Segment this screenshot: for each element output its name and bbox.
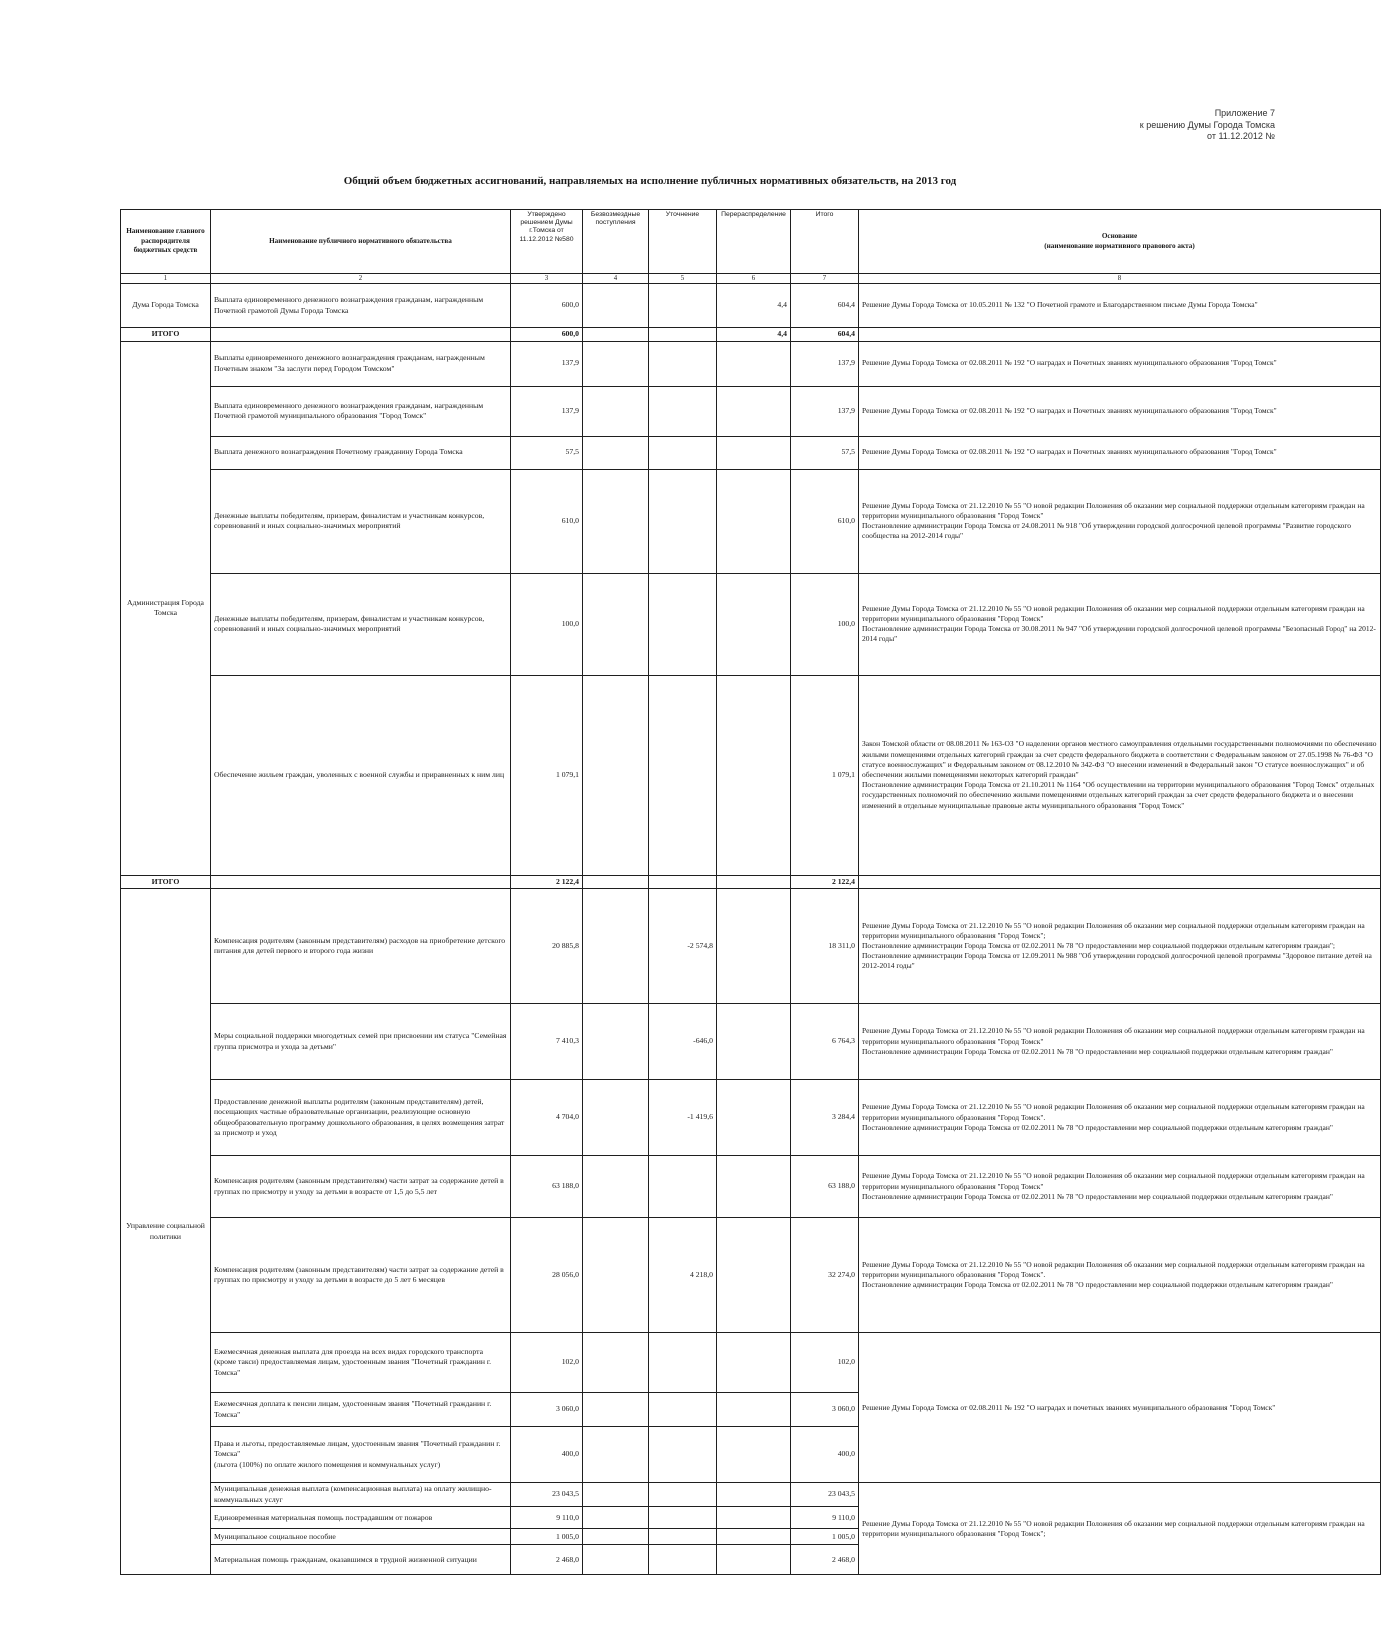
- appendix-line-3: от 11.12.2012 №: [1207, 131, 1275, 141]
- adjustment-cell: [649, 1156, 717, 1218]
- document-title: Общий объем бюджетных ассигнований, направляемых на исполнение публичных нормативных обязательств, на 2013 год: [343, 175, 957, 187]
- header-redistribution: Перераспределение: [717, 210, 791, 274]
- total-cell: 1 005,0: [791, 1529, 859, 1545]
- redistribution-cell: 4,4: [717, 328, 791, 342]
- obligation-cell: Предоставление денежной выплаты родителям (законным представителям) детей, посещающих частные образовательные организации, реализующие основную общеобразовательную программу дошкольного образования, в целях возмещения затрат за присмотр и уход: [211, 1080, 511, 1156]
- adjustment-cell: [649, 1507, 717, 1529]
- table-row: [121, 573, 1381, 675]
- redistribution-cell: [717, 469, 791, 573]
- subtotal-row: [121, 875, 1381, 889]
- basis-cell: Решение Думы Города Томска от 21.12.2010 № 55 "О новой редакции Положения об оказании мер социальной поддержки отдельным категориям граждан на территории муниципального образования "Город Томск". Постановление администрации Города Томска от 02.02.2011 № 78 "О предоставлении мер социальной поддержки отдельным категориям граждан": [859, 1218, 1381, 1333]
- header-total: Итого: [791, 210, 859, 274]
- adjustment-cell: [649, 328, 717, 342]
- redistribution-cell: [717, 1545, 791, 1575]
- approved-cell: 20 885,8: [511, 889, 583, 1004]
- basis-cell: Решение Думы Города Томска от 21.12.2010 № 55 "О новой редакции Положения об оказании мер социальной поддержки отдельным категориям граждан на территории муниципального образования "Город Томск". Постановление администрации Города Томска от 02.02.2011 № 78 "О предоставлении мер социальной поддержки отдельным категориям граждан": [859, 1080, 1381, 1156]
- header-obligation: Наименование публичного нормативного обязательства: [211, 210, 511, 274]
- column-number-row: [121, 274, 1381, 284]
- appendix-line-2: к решению Думы Города Томска: [1139, 119, 1275, 130]
- grants-cell: [583, 1004, 649, 1080]
- basis-cell: [859, 875, 1381, 889]
- total-cell: 2 122,4: [791, 875, 859, 889]
- redistribution-cell: [717, 1393, 791, 1427]
- approved-cell: 28 056,0: [511, 1218, 583, 1333]
- redistribution-cell: [717, 1427, 791, 1483]
- appendix-stamp: [1100, 108, 1275, 143]
- redistribution-cell: [717, 1218, 791, 1333]
- basis-cell: Решение Думы Города Томска от 02.08.2011 № 192 "О наградах и почетных званиях муниципального образования "Город Томск": [859, 1333, 1381, 1483]
- total-cell: 100,0: [791, 573, 859, 675]
- header-adjustment: Уточнение: [649, 210, 717, 274]
- grants-cell: [583, 386, 649, 436]
- approved-cell: 57,5: [511, 436, 583, 469]
- redistribution-cell: [717, 1080, 791, 1156]
- column-number: 8: [859, 274, 1381, 284]
- adjustment-cell: [649, 1483, 717, 1507]
- grants-cell: [583, 1393, 649, 1427]
- adjustment-cell: [649, 1427, 717, 1483]
- obligation-cell: Материальная помощь гражданам, оказавшимся в трудной жизненной ситуации: [211, 1545, 511, 1575]
- subtotal-label: ИТОГО: [121, 875, 211, 889]
- obligation-cell: Муниципальное социальное пособие: [211, 1529, 511, 1545]
- header-approved: Утверждено решением Думы г.Томска от 11.12.2012 №580: [511, 210, 583, 274]
- approved-cell: 400,0: [511, 1427, 583, 1483]
- adjustment-cell: [649, 469, 717, 573]
- basis-cell: Решение Думы Города Томска от 21.12.2010 № 55 "О новой редакции Положения об оказании мер социальной поддержки отдельным категориям граждан на территории муниципального образования "Город Томск"; Постановление администрации Города Томска от 02.02.2011 № 78 "О предоставлении мер социальной поддержки отдельным категориям граждан"; Постановление администрации Города Томска от 12.09.2011 № 988 "Об утверждении городской долгосрочной целевой программы "Здоровое питание детей на 2012-2014 годы": [859, 889, 1381, 1004]
- approved-cell: 600,0: [511, 328, 583, 342]
- basis-cell: Решение Думы Города Томска от 21.12.2010 № 55 "О новой редакции Положения об оказании мер социальной поддержки отдельным категориям граждан на территории муниципального образования "Город Томск" Постановление администрации Города Томска от 30.08.2011 № 947 "Об утверждении городской долгосрочной целевой программы "Безопасный Город" на 2012-2014 годы": [859, 573, 1381, 675]
- grants-cell: [583, 328, 649, 342]
- total-cell: 610,0: [791, 469, 859, 573]
- adjustment-cell: 4 218,0: [649, 1218, 717, 1333]
- grants-cell: [583, 341, 649, 386]
- basis-cell: Решение Думы Города Томска от 02.08.2011 № 192 "О наградах и Почетных званиях муниципального образования "Город Томск": [859, 341, 1381, 386]
- total-cell: 137,9: [791, 386, 859, 436]
- total-cell: 18 311,0: [791, 889, 859, 1004]
- basis-cell: Решение Думы Города Томска от 21.12.2010 № 55 "О новой редакции Положения об оказании мер социальной поддержки отдельным категориям граждан на территории муниципального образования "Город Томск" Постановление администрации Города Томска от 24.08.2011 № 918 "Об утверждении городской долгосрочной целевой программы "Развитие городского сообщества на 2012-2014 годы": [859, 469, 1381, 573]
- obligation-cell: Выплата денежного вознаграждения Почетному гражданину Города Томска: [211, 436, 511, 469]
- redistribution-cell: [717, 1507, 791, 1529]
- approved-cell: 7 410,3: [511, 1004, 583, 1080]
- grants-cell: [583, 1218, 649, 1333]
- total-cell: 3 284,4: [791, 1080, 859, 1156]
- adjustment-cell: [649, 436, 717, 469]
- redistribution-cell: [717, 1156, 791, 1218]
- grants-cell: [583, 1545, 649, 1575]
- subtotal-row: [121, 328, 1381, 342]
- approved-cell: 2 122,4: [511, 875, 583, 889]
- obligation-cell: Выплата единовременного денежного вознаграждения гражданам, награжденным Почетной грамотой Думы Города Томска: [211, 284, 511, 328]
- table-row: [121, 341, 1381, 386]
- approved-cell: 63 188,0: [511, 1156, 583, 1218]
- obligation-cell: Муниципальная денежная выплата (компенсационная выплата) на оплату жилищно-коммунальных услуг: [211, 1483, 511, 1507]
- total-cell: 23 043,5: [791, 1483, 859, 1507]
- approved-cell: 3 060,0: [511, 1393, 583, 1427]
- redistribution-cell: [717, 436, 791, 469]
- approved-cell: 100,0: [511, 573, 583, 675]
- table-row: [121, 1004, 1381, 1080]
- approved-cell: 23 043,5: [511, 1483, 583, 1507]
- approved-cell: 1 005,0: [511, 1529, 583, 1545]
- approved-cell: 102,0: [511, 1333, 583, 1393]
- table-row: [121, 1080, 1381, 1156]
- redistribution-cell: 4,4: [717, 284, 791, 328]
- total-cell: 32 274,0: [791, 1218, 859, 1333]
- adjustment-cell: [649, 341, 717, 386]
- distributor-cell: Администрация Города Томска: [121, 341, 211, 875]
- header-row: [121, 210, 1381, 274]
- obligation-cell: Меры социальной поддержки многодетных семей при присвоении им статуса "Семейная группа присмотра и ухода за детьми": [211, 1004, 511, 1080]
- basis-cell: Решение Думы Города Томска от 21.12.2010 № 55 "О новой редакции Положения об оказании мер социальной поддержки отдельным категориям граждан на территории муниципального образования "Город Томск" Постановление администрации Города Томска от 02.02.2011 № 78 "О предоставлении мер социальной поддержки отдельным категориям граждан": [859, 1004, 1381, 1080]
- table-row: [121, 889, 1381, 1004]
- adjustment-cell: [649, 1393, 717, 1427]
- grants-cell: [583, 1333, 649, 1393]
- redistribution-cell: [717, 1529, 791, 1545]
- total-cell: 2 468,0: [791, 1545, 859, 1575]
- total-cell: 63 188,0: [791, 1156, 859, 1218]
- adjustment-cell: [649, 875, 717, 889]
- approved-cell: 600,0: [511, 284, 583, 328]
- column-number: 5: [649, 274, 717, 284]
- table-row: [121, 675, 1381, 875]
- basis-cell: Решение Думы Города Томска от 21.12.2010 № 55 "О новой редакции Положения об оказании мер социальной поддержки отдельным категориям граждан на территории муниципального образования "Город Томск";: [859, 1483, 1381, 1575]
- approved-cell: 4 704,0: [511, 1080, 583, 1156]
- distributor-cell: Дума Города Томска: [121, 284, 211, 328]
- table-row: [121, 1156, 1381, 1218]
- obligation-cell: Компенсация родителям (законным представителям) части затрат за содержание детей в группах по присмотру и уходу за детьми в возрасте до 5 лет 6 месяцев: [211, 1218, 511, 1333]
- adjustment-cell: [649, 284, 717, 328]
- adjustment-cell: [649, 675, 717, 875]
- redistribution-cell: [717, 341, 791, 386]
- column-number: 2: [211, 274, 511, 284]
- appendix-line-1: Приложение 7: [1214, 108, 1275, 118]
- adjustment-cell: -646,0: [649, 1004, 717, 1080]
- approved-cell: 137,9: [511, 341, 583, 386]
- basis-cell: Решение Думы Города Томска от 21.12.2010 № 55 "О новой редакции Положения об оказании мер социальной поддержки отдельным категориям граждан на территории муниципального образования "Город Томск" Постановление администрации Города Томска от 02.02.2011 № 78 "О предоставлении мер социальной поддержки отдельным категориям граждан": [859, 1156, 1381, 1218]
- header-basis: [859, 210, 1381, 274]
- total-cell: 3 060,0: [791, 1393, 859, 1427]
- redistribution-cell: [717, 386, 791, 436]
- obligation-cell: [211, 875, 511, 889]
- budget-table: [120, 209, 1381, 1575]
- table-row: [121, 1218, 1381, 1333]
- grants-cell: [583, 1427, 649, 1483]
- subtotal-label: ИТОГО: [121, 328, 211, 342]
- table-row: [121, 1333, 1381, 1393]
- column-number: 1: [121, 274, 211, 284]
- header-distributor: Наименование главного распорядителя бюджетных средств: [121, 210, 211, 274]
- obligation-cell: Компенсация родителям (законным представителям) расходов на приобретение детского питания для детей первого и второго года жизни: [211, 889, 511, 1004]
- approved-cell: 9 110,0: [511, 1507, 583, 1529]
- table-row: [121, 469, 1381, 573]
- adjustment-cell: -2 574,8: [649, 889, 717, 1004]
- approved-cell: 137,9: [511, 386, 583, 436]
- distributor-cell: Управление социальной политики: [121, 889, 211, 1575]
- basis-cell: [859, 328, 1381, 342]
- grants-cell: [583, 1080, 649, 1156]
- obligation-cell: [211, 328, 511, 342]
- table-row: [121, 284, 1381, 328]
- redistribution-cell: [717, 1483, 791, 1507]
- grants-cell: [583, 675, 649, 875]
- redistribution-cell: [717, 889, 791, 1004]
- redistribution-cell: [717, 1004, 791, 1080]
- adjustment-cell: [649, 573, 717, 675]
- grants-cell: [583, 1483, 649, 1507]
- basis-cell: Закон Томской области от 08.08.2011 № 163-ОЗ "О наделении органов местного самоуправления отдельными государственными полномочиями по обеспечению жилыми помещениями отдельных категорий граждан за счет средств федерального бюджета в соответствии с Федеральным законом от 27.05.1998 № 76-ФЗ "О статусе военнослужащих" и Федеральным законом от 08.12.2010 № 342-ФЗ "О внесении изменений в Федеральный закон "О статусе военнослужащих" и об обеспечении жилыми помещениями некоторых категорий граждан" Постановление администрации Города Томска от 21.10.2011 № 1164 "Об осуществлении на территории муниципального образования "Город Томск" отдельных государственных полномочий по обеспечению жилыми помещениями отдельных категорий граждан за счет средств федерального бюджета и о внесении изменений в отдельные муниципальные правовые акты муниципального образования "Город Томск": [859, 675, 1381, 875]
- table-row: [121, 1483, 1381, 1507]
- obligation-cell: Обеспечение жильем граждан, уволенных с военной службы и приравненных к ним лиц: [211, 675, 511, 875]
- adjustment-cell: [649, 1545, 717, 1575]
- table-row: [121, 436, 1381, 469]
- total-cell: 57,5: [791, 436, 859, 469]
- basis-cell: Решение Думы Города Томска от 10.05.2011 № 132 "О Почетной грамоте и Благодарственном письме Думы Города Томска": [859, 284, 1381, 328]
- column-number: 3: [511, 274, 583, 284]
- table-viewport: [120, 209, 1377, 1650]
- header-grants: Безвозмездные поступления: [583, 210, 649, 274]
- grants-cell: [583, 573, 649, 675]
- obligation-cell: Компенсация родителям (законным представителям) части затрат за содержание детей в группах по присмотру и уходу за детьми в возрасте от 1,5 до 5,5 лет: [211, 1156, 511, 1218]
- column-number: 4: [583, 274, 649, 284]
- total-cell: 9 110,0: [791, 1507, 859, 1529]
- basis-cell: Решение Думы Города Томска от 02.08.2011 № 192 "О наградах и Почетных званиях муниципального образования "Город Томск": [859, 436, 1381, 469]
- adjustment-cell: -1 419,6: [649, 1080, 717, 1156]
- approved-cell: 610,0: [511, 469, 583, 573]
- adjustment-cell: [649, 1333, 717, 1393]
- grants-cell: [583, 284, 649, 328]
- column-number: 7: [791, 274, 859, 284]
- total-cell: 102,0: [791, 1333, 859, 1393]
- adjustment-cell: [649, 386, 717, 436]
- obligation-cell: Ежемесячная денежная выплата для проезда на всех видах городского транспорта (кроме такси) предоставляемая лицам, удостоенным звания "Почетный гражданин г. Томска": [211, 1333, 511, 1393]
- table-row: [121, 386, 1381, 436]
- total-cell: 400,0: [791, 1427, 859, 1483]
- redistribution-cell: [717, 675, 791, 875]
- grants-cell: [583, 1156, 649, 1218]
- total-cell: 1 079,1: [791, 675, 859, 875]
- obligation-cell: Денежные выплаты победителям, призерам, финалистам и участникам конкурсов, соревнований и иных социально-значимых мероприятий: [211, 469, 511, 573]
- grants-cell: [583, 469, 649, 573]
- total-cell: 6 764,3: [791, 1004, 859, 1080]
- obligation-cell: Права и льготы, предоставляемые лицам, удостоенным звания "Почетный гражданин г. Томска" (льгота (100%) по оплате жилого помещения и коммунальных услуг): [211, 1427, 511, 1483]
- obligation-cell: Выплата единовременного денежного вознаграждения гражданам, награжденным Почетной грамотой муниципального образования "Город Томск": [211, 386, 511, 436]
- grants-cell: [583, 889, 649, 1004]
- grants-cell: [583, 1507, 649, 1529]
- header-basis-subtitle: (наименование нормативного правового акта): [1044, 241, 1195, 250]
- header-basis-title: Основание: [1101, 232, 1138, 240]
- grants-cell: [583, 1529, 649, 1545]
- grants-cell: [583, 875, 649, 889]
- total-cell: 604,4: [791, 328, 859, 342]
- obligation-cell: Выплаты единовременного денежного вознаграждения гражданам, награжденным Почетным знаком "За заслуги перед Городом Томском": [211, 341, 511, 386]
- total-cell: 137,9: [791, 341, 859, 386]
- approved-cell: 1 079,1: [511, 675, 583, 875]
- redistribution-cell: [717, 1333, 791, 1393]
- obligation-cell: Единовременная материальная помощь пострадавшим от пожаров: [211, 1507, 511, 1529]
- basis-cell: Решение Думы Города Томска от 02.08.2011 № 192 "О наградах и Почетных званиях муниципального образования "Город Томск": [859, 386, 1381, 436]
- total-cell: 604,4: [791, 284, 859, 328]
- column-number: 6: [717, 274, 791, 284]
- obligation-cell: Денежные выплаты победителям, призерам, финалистам и участникам конкурсов, соревнований и иных социально-значимых мероприятий: [211, 573, 511, 675]
- redistribution-cell: [717, 875, 791, 889]
- redistribution-cell: [717, 573, 791, 675]
- approved-cell: 2 468,0: [511, 1545, 583, 1575]
- adjustment-cell: [649, 1529, 717, 1545]
- obligation-cell: Ежемесячная доплата к пенсии лицам, удостоенным звания "Почетный гражданин г. Томска": [211, 1393, 511, 1427]
- grants-cell: [583, 436, 649, 469]
